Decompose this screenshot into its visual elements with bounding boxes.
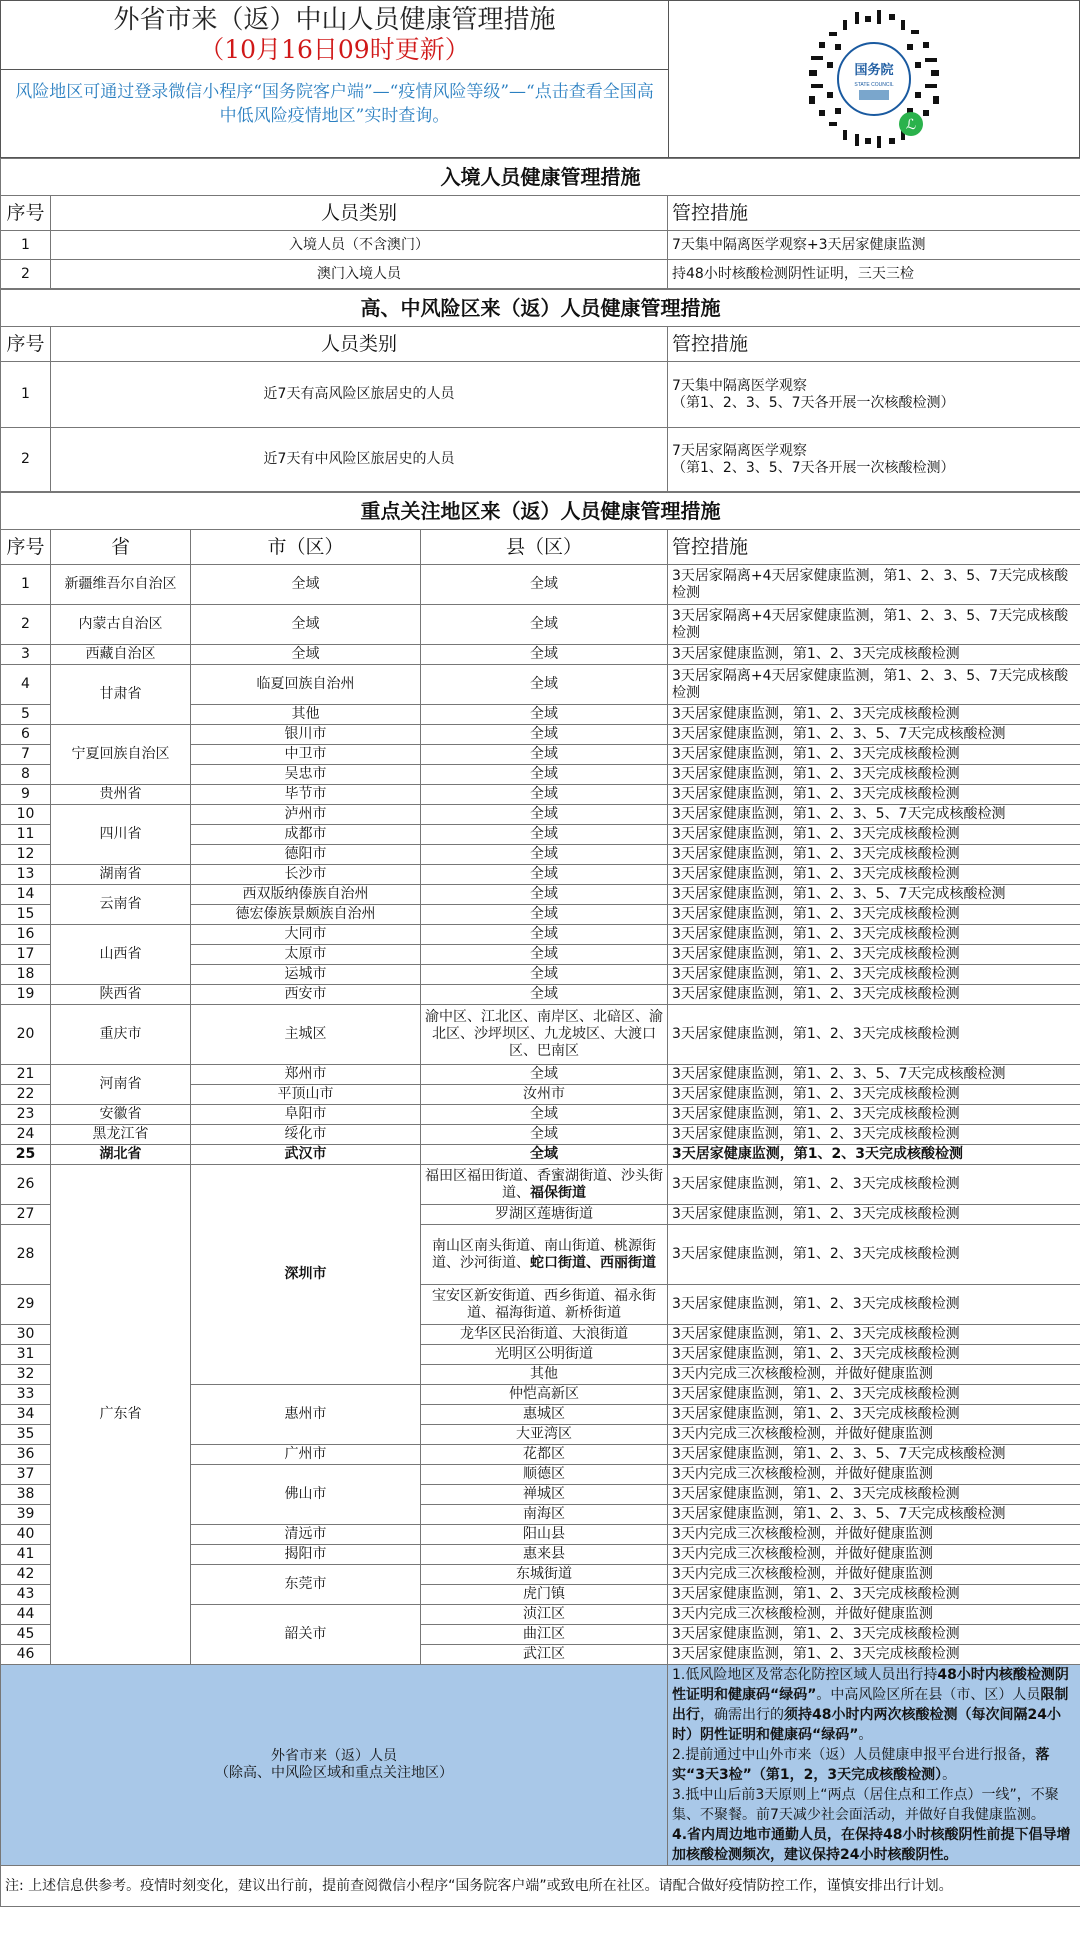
risk-query-note: 风险地区可通过登录微信小程序“国务院客户端”—“疫情风险等级”—“点击查看全国高中低风险疫情地区”实时查询。: [15, 82, 654, 126]
table-cell: 汝州市: [421, 1085, 668, 1105]
table-cell: 全域: [421, 765, 668, 785]
footnote: 注: 上述信息供参考。疫情时刻变化，建议出行前，提前查阅微信小程序“国务院客户端”或致电所在社区。请配合做好疫情防控工作，谨慎安排出行计划。: [1, 1866, 1080, 1907]
table-cell: 全域: [421, 845, 668, 865]
table-cell: 3天居家健康监测，第1、2、3天完成核酸检测: [668, 785, 1080, 805]
table-row: [1, 645, 1080, 665]
entry-table: [0, 158, 1080, 289]
table-cell: 3天居家健康监测，第1、2、3天完成核酸检测: [668, 985, 1080, 1005]
table-cell: 3天居家健康监测，第1、2、3天完成核酸检测: [668, 1105, 1080, 1125]
table-cell: 渝中区、江北区、南岸区、北碚区、渝北区、沙坪坝区、九龙坡区、大渡口区、巴南区: [421, 1005, 668, 1065]
table-cell: 重庆市: [51, 1005, 191, 1065]
table-cell: 30: [1, 1325, 51, 1345]
table-cell: 南山区南头街道、南山街道、桃源街道、沙河街道、蛇口街道、西丽街道: [421, 1225, 668, 1285]
table-cell: 虎门镇: [421, 1585, 668, 1605]
table-cell: 46: [1, 1645, 51, 1665]
table-cell: 大同市: [191, 925, 421, 945]
table-cell: 3天居家健康监测，第1、2、3天完成核酸检测: [668, 1405, 1080, 1425]
table-cell: 管控措施: [668, 530, 1080, 565]
table-row: [1, 885, 1080, 905]
table-cell: 3天居家健康监测，第1、2、3天完成核酸检测: [668, 1165, 1080, 1205]
table-cell: 阳山县: [421, 1525, 668, 1545]
table-cell: 成都市: [191, 825, 421, 845]
table-row: [1, 260, 1080, 289]
table-cell: 湖南省: [51, 865, 191, 885]
table-cell: 3天居家健康监测，第1、2、3天完成核酸检测: [668, 1125, 1080, 1145]
table-cell: 2: [1, 605, 51, 645]
table-cell: 3天居家健康监测，第1、2、3、5、7天完成核酸检测: [668, 805, 1080, 825]
table-cell: 陕西省: [51, 985, 191, 1005]
low-risk-label: 外省市来（返）人员 （除高、中风险区域和重点关注地区）: [1, 1665, 668, 1866]
table-cell: 黑龙江省: [51, 1125, 191, 1145]
table-cell: 17: [1, 945, 51, 965]
table-cell: 3天内完成三次核酸检测，并做好健康监测: [668, 1525, 1080, 1545]
table-cell: 全域: [421, 1065, 668, 1085]
table-cell: 2: [1, 428, 51, 492]
table-cell: 其他: [421, 1365, 668, 1385]
table-cell: 罗湖区莲塘街道: [421, 1205, 668, 1225]
col-measure: 管控措施: [668, 196, 1080, 231]
table-cell: 3天居家健康监测，第1、2、3天完成核酸检测: [668, 1345, 1080, 1365]
section-title-focus: 重点关注地区来（返）人员健康管理措施: [1, 493, 1080, 530]
col-no: 序号: [1, 196, 51, 231]
table-cell: 38: [1, 1485, 51, 1505]
table-cell: 7天集中隔离医学观察+3天居家健康监测: [668, 231, 1080, 260]
table-cell: 23: [1, 1105, 51, 1125]
table-cell: 1: [1, 565, 51, 605]
table-cell: 3天内完成三次核酸检测，并做好健康监测: [668, 1545, 1080, 1565]
table-cell: 4: [1, 665, 51, 705]
table-cell: 15: [1, 905, 51, 925]
table-cell: 3天居家健康监测，第1、2、3天完成核酸检测: [668, 1225, 1080, 1285]
table-cell: 3天内完成三次核酸检测，并做好健康监测: [668, 1565, 1080, 1585]
table-cell: 揭阳市: [191, 1545, 421, 1565]
table-cell: 3天居家健康监测，第1、2、3、5、7天完成核酸检测: [668, 1505, 1080, 1525]
table-cell: 佛山市: [191, 1465, 421, 1525]
table-cell: 12: [1, 845, 51, 865]
table-cell: 3天居家隔离+4天居家健康监测，第1、2、3、5、7天完成核酸检测: [668, 665, 1080, 705]
table-cell: 3天居家健康监测，第1、2、3、5、7天完成核酸检测: [668, 885, 1080, 905]
table-cell: 其他: [191, 705, 421, 725]
table-cell: 全域: [191, 645, 421, 665]
qr-code-icon: [799, 4, 949, 154]
table-cell: 太原市: [191, 945, 421, 965]
table-cell: 东莞市: [191, 1565, 421, 1605]
table-cell: 阜阳市: [191, 1105, 421, 1125]
table-cell: 44: [1, 1605, 51, 1625]
qr-logo-text: 国务院: [854, 62, 894, 77]
table-cell: 7天居家隔离医学观察 （第1、2、3、5、7天各开展一次核酸检测）: [668, 428, 1080, 492]
table-cell: 四川省: [51, 805, 191, 865]
table-cell: 45: [1, 1625, 51, 1645]
qr-code-area[interactable]: [669, 1, 1079, 157]
table-cell: 银川市: [191, 725, 421, 745]
focus-area-table: [0, 492, 1080, 1907]
table-cell: 全域: [421, 605, 668, 645]
table-cell: 37: [1, 1465, 51, 1485]
table-cell: 1: [1, 231, 51, 260]
table-cell: 41: [1, 1545, 51, 1565]
table-cell: 深圳市: [191, 1165, 421, 1385]
table-cell: 顺德区: [421, 1465, 668, 1485]
table-cell: 西藏自治区: [51, 645, 191, 665]
table-cell: 3天内完成三次核酸检测，并做好健康监测: [668, 1365, 1080, 1385]
table-cell: 24: [1, 1125, 51, 1145]
table-cell: 东城街道: [421, 1565, 668, 1585]
table-row: [1, 725, 1080, 745]
qr-code[interactable]: [799, 4, 949, 154]
table-cell: 人员类别: [51, 327, 668, 362]
table-cell: 全域: [421, 705, 668, 725]
table-cell: 40: [1, 1525, 51, 1545]
page-title: 外省市来（返）中山人员健康管理措施: [113, 5, 556, 35]
table-cell: 禅城区: [421, 1485, 668, 1505]
table-cell: 全域: [191, 605, 421, 645]
table-cell: 33: [1, 1385, 51, 1405]
table-cell: 澳门入境人员: [51, 260, 668, 289]
table-cell: 运城市: [191, 965, 421, 985]
table-cell: 3天居家健康监测，第1、2、3天完成核酸检测: [668, 925, 1080, 945]
low-risk-rules: 1.低风险地区及常态化防控区域人员出行持48小时内核酸检测阴性证明和健康码“绿码”。中高风险区所在县（市、区）人员限制出行，确需出行的须持48小时内两次核酸检测（每次间隔24小时）阴性证明和健康码“绿码”。 2.提前通过中山外市来（返）人员健康申报平台进行报备，落实“3天3检”（第1，2，3天完成核酸检测）。 3.抵中山后前3天原则上“两点（居住点和工作点）一线”，不聚集、不聚餐。前7天减少社会面活动，并做好自我健康监测。 4.省内周边地市通勤人员，在保持48小时核酸阴性前提下倡导增加核酸检测频次，建议保持24小时核酸阴性。: [668, 1665, 1080, 1866]
table-cell: 全域: [421, 665, 668, 705]
table-cell: 29: [1, 1285, 51, 1325]
table-row: [1, 785, 1080, 805]
table-cell: 全域: [421, 725, 668, 745]
table-cell: 全域: [421, 885, 668, 905]
table-row: [1, 925, 1080, 945]
table-cell: 3天居家健康监测，第1、2、3天完成核酸检测: [668, 1085, 1080, 1105]
table-cell: 中卫市: [191, 745, 421, 765]
table-cell: 3天居家健康监测，第1、2、3、5、7天完成核酸检测: [668, 1445, 1080, 1465]
table-cell: 毕节市: [191, 785, 421, 805]
table-row: [1, 1005, 1080, 1065]
table-cell: 全域: [421, 645, 668, 665]
table-row: [1, 985, 1080, 1005]
table-cell: 3天居家健康监测，第1、2、3天完成核酸检测: [668, 705, 1080, 725]
table-cell: 3天居家健康监测，第1、2、3天完成核酸检测: [668, 645, 1080, 665]
table-row: [1, 1165, 1080, 1205]
table-cell: 7: [1, 745, 51, 765]
table-cell: 43: [1, 1585, 51, 1605]
table-cell: 福田区福田街道、香蜜湖街道、沙头街道、福保街道: [421, 1165, 668, 1205]
table-cell: 3天内完成三次核酸检测，并做好健康监测: [668, 1425, 1080, 1445]
table-cell: 武江区: [421, 1645, 668, 1665]
table-cell: 近7天有高风险区旅居史的人员: [51, 362, 668, 428]
table-cell: 吴忠市: [191, 765, 421, 785]
table-cell: 云南省: [51, 885, 191, 925]
table-cell: 序号: [1, 327, 51, 362]
table-cell: 3天内完成三次核酸检测，并做好健康监测: [668, 1465, 1080, 1485]
table-cell: 3天居家隔离+4天居家健康监测，第1、2、3、5、7天完成核酸检测: [668, 565, 1080, 605]
svg-text:ℒ: ℒ: [905, 117, 917, 133]
table-cell: 惠城区: [421, 1405, 668, 1425]
table-cell: 入境人员（不含澳门）: [51, 231, 668, 260]
table-cell: 主城区: [191, 1005, 421, 1065]
table-cell: 1: [1, 362, 51, 428]
table-row: [1, 565, 1080, 605]
table-cell: 全域: [421, 805, 668, 825]
table-cell: 德宏傣族景颇族自治州: [191, 905, 421, 925]
table-cell: 仲恺高新区: [421, 1385, 668, 1405]
table-cell: 10: [1, 805, 51, 825]
table-row: [1, 605, 1080, 645]
table-cell: 安徽省: [51, 1105, 191, 1125]
table-cell: 3天居家健康监测，第1、2、3天完成核酸检测: [668, 1285, 1080, 1325]
table-cell: 28: [1, 1225, 51, 1285]
table-cell: 3天居家健康监测，第1、2、3天完成核酸检测: [668, 945, 1080, 965]
table-cell: 花都区: [421, 1445, 668, 1465]
header: [0, 0, 1080, 158]
table-cell: 20: [1, 1005, 51, 1065]
table-cell: 韶关市: [191, 1605, 421, 1665]
table-cell: 31: [1, 1345, 51, 1365]
table-cell: 宝安区新安街道、西乡街道、福永街道、福海街道、新桥街道: [421, 1285, 668, 1325]
table-cell: 14: [1, 885, 51, 905]
table-cell: 32: [1, 1365, 51, 1385]
table-cell: 全域: [421, 1105, 668, 1125]
update-time: （10月16日09时更新）: [199, 35, 470, 64]
table-cell: 3: [1, 645, 51, 665]
table-cell: 光明区公明街道: [421, 1345, 668, 1365]
table-cell: 3天居家健康监测，第1、2、3、5、7天完成核酸检测: [668, 1065, 1080, 1085]
table-cell: 3天居家健康监测，第1、2、3天完成核酸检测: [668, 1625, 1080, 1645]
table-cell: 山西省: [51, 925, 191, 985]
table-cell: 19: [1, 985, 51, 1005]
table-cell: 河南省: [51, 1065, 191, 1105]
table-cell: 武汉市: [191, 1145, 421, 1165]
title-block: [1, 1, 668, 70]
table-cell: 35: [1, 1425, 51, 1445]
table-cell: 近7天有中风险区旅居史的人员: [51, 428, 668, 492]
table-cell: 3天居家健康监测，第1、2、3天完成核酸检测: [668, 765, 1080, 785]
table-cell: 3天居家健康监测，第1、2、3天完成核酸检测: [668, 825, 1080, 845]
table-cell: 8: [1, 765, 51, 785]
table-cell: 36: [1, 1445, 51, 1465]
table-cell: 泸州市: [191, 805, 421, 825]
table-cell: 持48小时核酸检测阴性证明，三天三检: [668, 260, 1080, 289]
table-cell: 3天内完成三次核酸检测，并做好健康监测: [668, 1605, 1080, 1625]
table-cell: 大亚湾区: [421, 1425, 668, 1445]
table-cell: 3天居家健康监测，第1、2、3、5、7天完成核酸检测: [668, 725, 1080, 745]
table-cell: 宁夏回族自治区: [51, 725, 191, 785]
table-cell: 26: [1, 1165, 51, 1205]
table-cell: 平顶山市: [191, 1085, 421, 1105]
table-cell: 全域: [421, 1125, 668, 1145]
table-cell: 省: [51, 530, 191, 565]
table-cell: 6: [1, 725, 51, 745]
header-left: [1, 1, 669, 157]
table-cell: 绥化市: [191, 1125, 421, 1145]
table-cell: 2: [1, 260, 51, 289]
table-cell: 惠来县: [421, 1545, 668, 1565]
table-cell: 3天居家健康监测，第1、2、3天完成核酸检测: [668, 1205, 1080, 1225]
table-cell: 25: [1, 1145, 51, 1165]
table-row: [1, 865, 1080, 885]
table-cell: 16: [1, 925, 51, 945]
table-cell: 龙华区民治街道、大浪街道: [421, 1325, 668, 1345]
section-title-risk: 高、中风险区来（返）人员健康管理措施: [1, 290, 1080, 327]
table-cell: 广州市: [191, 1445, 421, 1465]
table-cell: 长沙市: [191, 865, 421, 885]
table-cell: 7天集中隔离医学观察 （第1、2、3、5、7天各开展一次核酸检测）: [668, 362, 1080, 428]
table-row: [1, 362, 1080, 428]
table-row: [1, 665, 1080, 705]
table-cell: 3天居家健康监测，第1、2、3天完成核酸检测: [668, 1145, 1080, 1165]
table-cell: 18: [1, 965, 51, 985]
table-cell: 郑州市: [191, 1065, 421, 1085]
table-cell: 3天居家健康监测，第1、2、3天完成核酸检测: [668, 865, 1080, 885]
table-cell: 全域: [421, 565, 668, 605]
table-row: [1, 1125, 1080, 1145]
table-cell: 3天居家健康监测，第1、2、3天完成核酸检测: [668, 905, 1080, 925]
table-cell: 西双版纳傣族自治州: [191, 885, 421, 905]
col-category: 人员类别: [51, 196, 668, 231]
table-cell: 11: [1, 825, 51, 845]
table-row: [1, 1105, 1080, 1125]
table-cell: 3天居家健康监测，第1、2、3天完成核酸检测: [668, 845, 1080, 865]
table-cell: 全域: [421, 965, 668, 985]
table-cell: 13: [1, 865, 51, 885]
table-cell: 3天居家健康监测，第1、2、3天完成核酸检测: [668, 1325, 1080, 1345]
table-cell: 清远市: [191, 1525, 421, 1545]
table-cell: 广东省: [51, 1165, 191, 1665]
table-cell: 贵州省: [51, 785, 191, 805]
table-row: [1, 428, 1080, 492]
risk-area-table: [0, 289, 1080, 492]
table-cell: 3天居家健康监测，第1、2、3天完成核酸检测: [668, 745, 1080, 765]
table-cell: 南海区: [421, 1505, 668, 1525]
table-cell: 市（区）: [191, 530, 421, 565]
table-cell: 甘肃省: [51, 665, 191, 725]
table-cell: 5: [1, 705, 51, 725]
table-row: [1, 231, 1080, 260]
table-cell: 新疆维吾尔自治区: [51, 565, 191, 605]
section-title-entry: 入境人员健康管理措施: [1, 159, 1080, 196]
table-cell: 34: [1, 1405, 51, 1425]
table-cell: 全域: [421, 825, 668, 845]
table-cell: 全域: [421, 1145, 668, 1165]
table-cell: 浈江区: [421, 1605, 668, 1625]
table-cell: 全域: [191, 565, 421, 605]
table-cell: 21: [1, 1065, 51, 1085]
table-cell: 42: [1, 1565, 51, 1585]
table-row: [1, 1065, 1080, 1085]
table-cell: 3天居家健康监测，第1、2、3天完成核酸检测: [668, 1645, 1080, 1665]
table-row: [1, 1145, 1080, 1165]
table-cell: 22: [1, 1085, 51, 1105]
table-cell: 全域: [421, 865, 668, 885]
table-cell: 3天居家健康监测，第1、2、3天完成核酸检测: [668, 1585, 1080, 1605]
table-cell: 27: [1, 1205, 51, 1225]
table-cell: 全域: [421, 925, 668, 945]
qr-logo-subtext: STATE COUNCIL: [854, 82, 894, 88]
table-cell: 3天居家健康监测，第1、2、3天完成核酸检测: [668, 1485, 1080, 1505]
table-cell: 西安市: [191, 985, 421, 1005]
table-cell: 湖北省: [51, 1145, 191, 1165]
table-cell: 管控措施: [668, 327, 1080, 362]
table-cell: 3天居家健康监测，第1、2、3天完成核酸检测: [668, 1005, 1080, 1065]
table-cell: 3天居家隔离+4天居家健康监测，第1、2、3、5、7天完成核酸检测: [668, 605, 1080, 645]
table-cell: 惠州市: [191, 1385, 421, 1445]
table-cell: 3天居家健康监测，第1、2、3天完成核酸检测: [668, 1385, 1080, 1405]
table-cell: 全域: [421, 745, 668, 765]
table-cell: 德阳市: [191, 845, 421, 865]
table-row: [1, 805, 1080, 825]
table-cell: 临夏回族自治州: [191, 665, 421, 705]
low-risk-row: [1, 1665, 1080, 1866]
table-cell: 9: [1, 785, 51, 805]
table-cell: 全域: [421, 785, 668, 805]
table-cell: 曲江区: [421, 1625, 668, 1645]
table-cell: 县（区）: [421, 530, 668, 565]
table-cell: 3天居家健康监测，第1、2、3天完成核酸检测: [668, 965, 1080, 985]
table-cell: 全域: [421, 985, 668, 1005]
table-cell: 全域: [421, 905, 668, 925]
table-cell: 内蒙古自治区: [51, 605, 191, 645]
table-cell: 全域: [421, 945, 668, 965]
table-cell: 39: [1, 1505, 51, 1525]
table-cell: 序号: [1, 530, 51, 565]
